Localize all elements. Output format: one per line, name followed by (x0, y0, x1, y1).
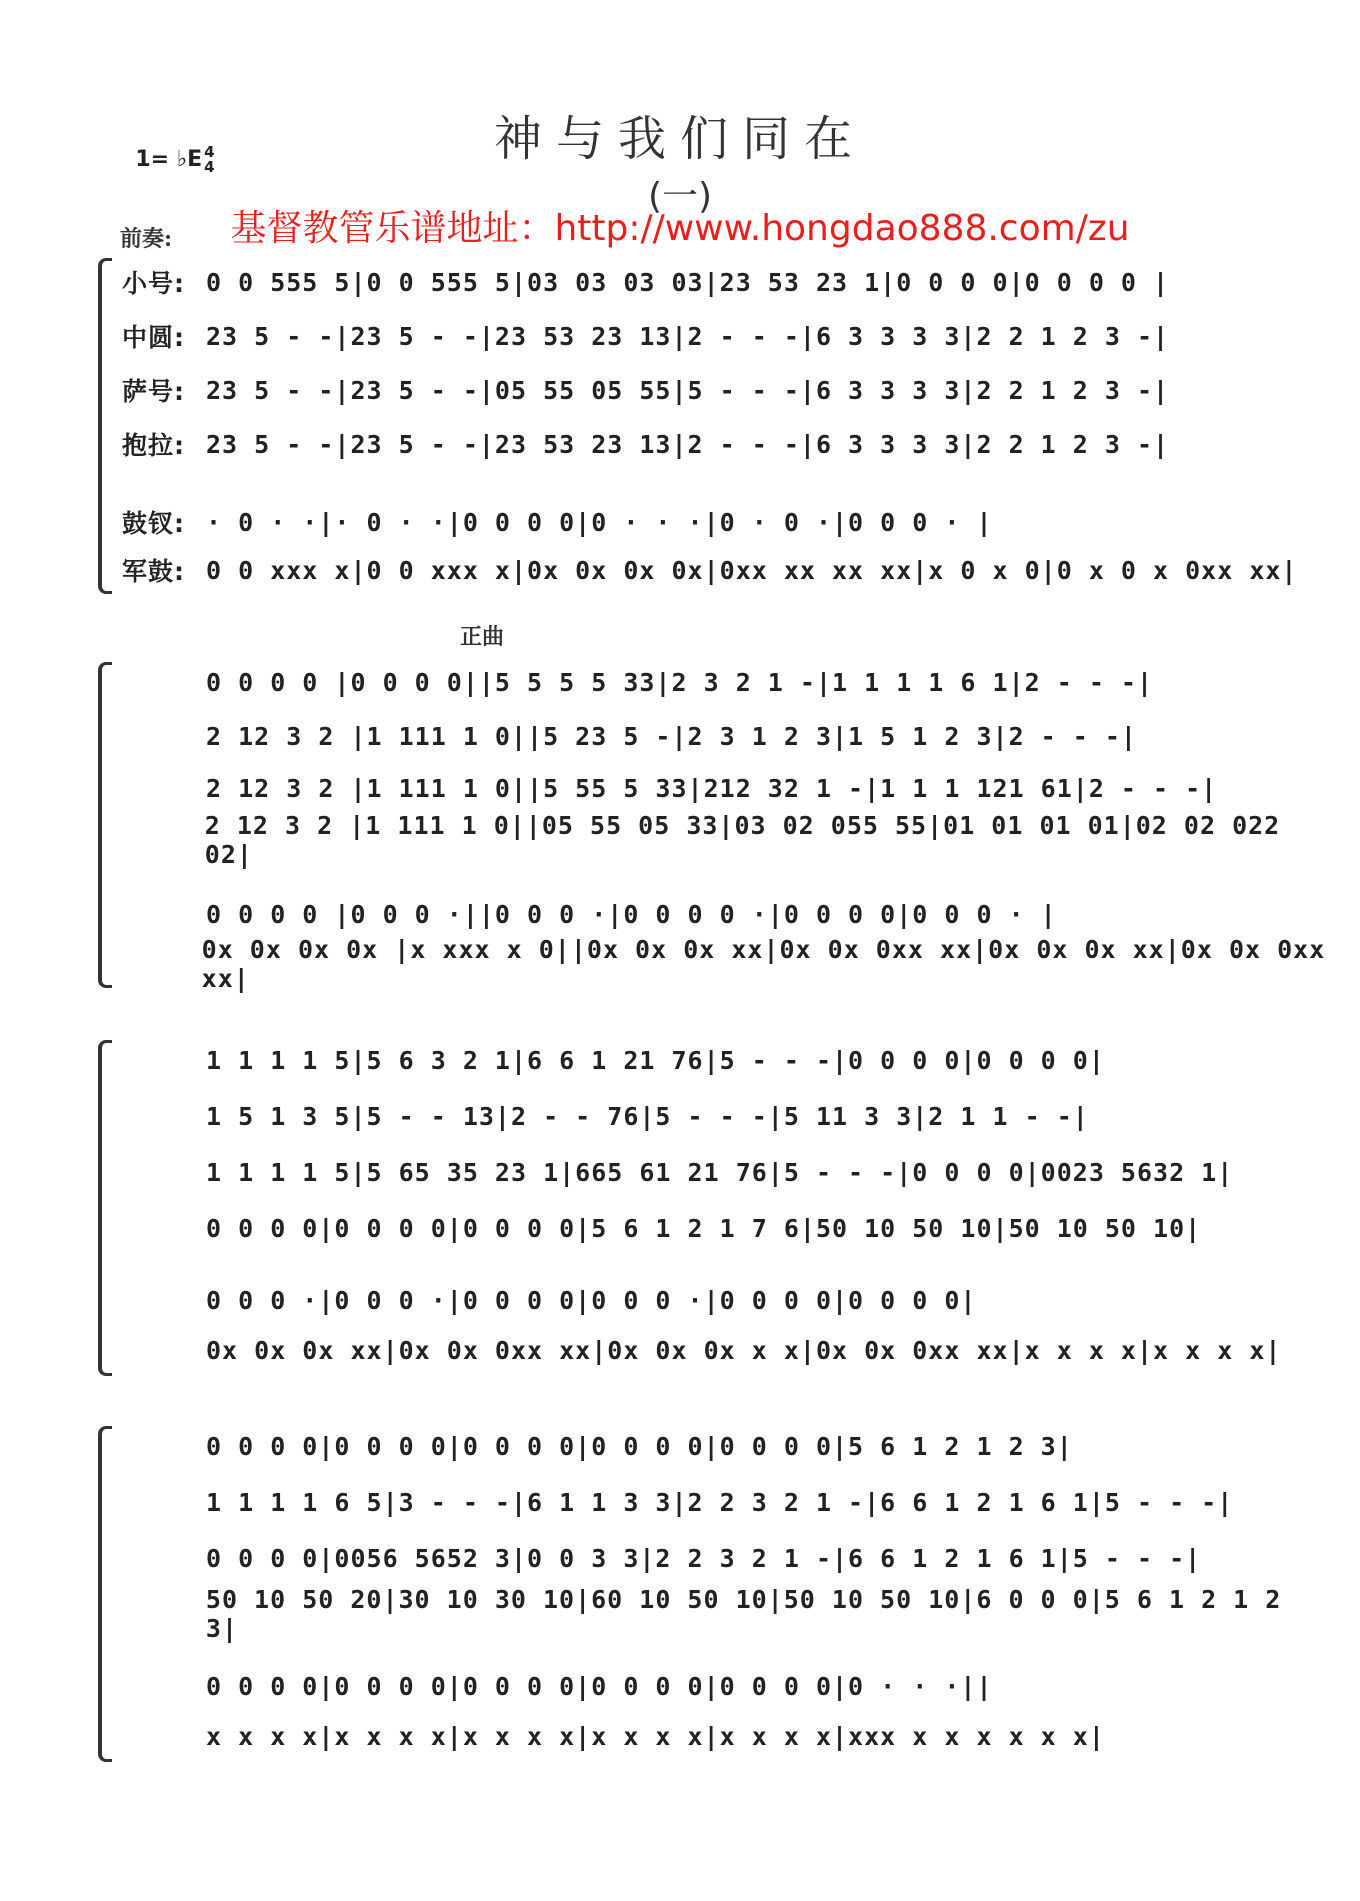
staff-row (122, 1330, 1281, 1370)
intro-section-label: 前奏: (120, 226, 173, 252)
staff-row (122, 716, 1137, 756)
score-system-4 (98, 1426, 1328, 1766)
staff-row (122, 1096, 1089, 1136)
staff-row (122, 935, 1328, 993)
staff-row (122, 894, 1057, 934)
staff-row (122, 262, 1169, 302)
system-brace (98, 258, 112, 594)
staff-row (122, 1585, 1328, 1643)
source-watermark: 基督教管乐谱地址：http://www.hongdao888.com/zu (230, 208, 1130, 249)
system-brace (98, 1040, 112, 1376)
staff-row (122, 1208, 1201, 1248)
time-bottom: 4 (204, 158, 215, 176)
staff-row (122, 768, 1217, 808)
main-section-label: 正曲 (460, 624, 505, 650)
measure-sequence: 1 1 1 1 6 5|3 - - -|6 1 1 3 3|2 2 3 2 1 -|6 6 1 2 1 6 1|5 - - -| (206, 1487, 1234, 1517)
part-label: 萨号: (122, 377, 185, 406)
part-label: 军鼓: (122, 557, 185, 586)
measure-sequence: 0x 0x 0x 0x |x xxx x 0||0x 0x 0x xx|0x 0x 0xx xx|0x 0x 0x xx|0x 0x 0xx xx| (201, 935, 1326, 993)
measure-sequence: 2 12 3 2 |1 111 1 0||5 23 5 -|2 3 1 2 3|1 5 1 2 3|2 - - -| (206, 721, 1137, 751)
score-system-3 (98, 1040, 1328, 1380)
measure-sequence: 23 5 - -|23 5 - -|05 55 05 55|5 - - -|6 3 3 3 3|2 2 1 2 3 -| (206, 375, 1170, 405)
staff-row (122, 1482, 1233, 1522)
system-brace (98, 662, 112, 988)
measure-sequence: 0 0 0 0|0056 5652 3|0 0 3 3|2 2 3 2 1 -|6 6 1 2 1 6 1|5 - - -| (206, 1543, 1202, 1573)
staff-row (122, 1152, 1233, 1192)
measure-sequence: 0 0 0 0|0 0 0 0|0 0 0 0|0 0 0 0|0 0 0 0|0 · · ·|| (206, 1671, 993, 1701)
part-label: 小号: (122, 269, 185, 298)
page-subtitle: (一) (647, 176, 713, 217)
measure-sequence: 1 5 1 3 5|5 - - 13|2 - - 76|5 - - -|5 11 3 3|2 1 1 - -| (206, 1101, 1089, 1131)
measure-sequence: 0x 0x 0x xx|0x 0x 0xx xx|0x 0x 0x x x|0x 0x 0xx xx|x x x x|x x x x| (206, 1335, 1282, 1365)
time-top: 4 (204, 143, 215, 161)
key-text: 1= ♭E (135, 147, 203, 172)
staff-row (122, 1666, 993, 1706)
part-label: 抱拉: (122, 431, 185, 460)
measure-sequence: · 0 · ·|· 0 · ·|0 0 0 0|0 · · ·|0 · 0 ·|0 0 0 · | (206, 507, 993, 537)
measure-sequence: 0 0 0 0|0 0 0 0|0 0 0 0|5 6 1 2 1 7 6|50 10 50 10|50 10 50 10| (206, 1213, 1202, 1243)
system-brace (98, 1426, 112, 1762)
part-label: 鼓钗: (122, 509, 185, 538)
measure-sequence: 2 12 3 2 |1 111 1 0||05 55 05 33|03 02 055 55|01 01 01 01|02 02 022 02| (204, 811, 1281, 869)
measure-sequence: 0 0 555 5|0 0 555 5|03 03 03 03|23 53 23 1|0 0 0 0|0 0 0 0 | (206, 267, 1170, 297)
measure-sequence: 0 0 xxx x|0 0 xxx x|0x 0x 0x 0x|0xx xx xx xx|x 0 x 0|0 x 0 x 0xx xx| (206, 555, 1298, 585)
staff-row (122, 1040, 1105, 1080)
staff-row (122, 1280, 976, 1320)
score-system-1 (98, 258, 1328, 598)
measure-sequence: 0 0 0 0|0 0 0 0|0 0 0 0|0 0 0 0|0 0 0 0|5 6 1 2 1 2 3| (206, 1431, 1073, 1461)
measure-sequence: 23 5 - -|23 5 - -|23 53 23 13|2 - - -|6 3 3 3 3|2 2 1 2 3 -| (206, 429, 1170, 459)
measure-sequence: x x x x|x x x x|x x x x|x x x x|x x x x|xxx x x x x x x| (206, 1721, 1105, 1751)
page-title: 神与我们同在 (493, 111, 866, 167)
staff-row (122, 662, 1153, 702)
measure-sequence: 0 0 0 0 |0 0 0 ·||0 0 0 ·|0 0 0 0 ·|0 0 0 0|0 0 0 · | (206, 899, 1057, 929)
measure-sequence: 1 1 1 1 5|5 65 35 23 1|665 61 21 76|5 - - -|0 0 0 0|0023 5632 1| (206, 1157, 1234, 1187)
staff-row (122, 1538, 1201, 1578)
measure-sequence: 0 0 0 ·|0 0 0 ·|0 0 0 0|0 0 0 ·|0 0 0 0|0 0 0 0| (206, 1285, 977, 1315)
staff-row (122, 1426, 1073, 1466)
staff-row (122, 811, 1328, 869)
staff-row (122, 1716, 1105, 1756)
staff-row (122, 370, 1169, 410)
measure-sequence: 0 0 0 0 |0 0 0 0||5 5 5 5 33|2 3 2 1 -|1 1 1 1 6 1|2 - - -| (206, 667, 1154, 697)
measure-sequence: 2 12 3 2 |1 111 1 0||5 55 5 33|212 32 1 -|1 1 1 121 61|2 - - -| (206, 773, 1218, 803)
staff-row (122, 502, 993, 542)
measure-sequence: 50 10 50 20|30 10 30 10|60 10 50 10|50 10 50 10|6 0 0 0|5 6 1 2 1 2 3| (205, 1585, 1282, 1643)
staff-row (122, 316, 1169, 356)
measure-sequence: 23 5 - -|23 5 - -|23 53 23 13|2 - - -|6 3 3 3 3|2 2 1 2 3 -| (206, 321, 1170, 351)
part-label: 中圆: (122, 323, 185, 352)
score-system-2 (98, 662, 1328, 992)
measure-sequence: 1 1 1 1 5|5 6 3 2 1|6 6 1 21 76|5 - - -|0 0 0 0|0 0 0 0| (206, 1045, 1105, 1075)
staff-row (122, 550, 1298, 590)
staff-row (122, 424, 1169, 464)
